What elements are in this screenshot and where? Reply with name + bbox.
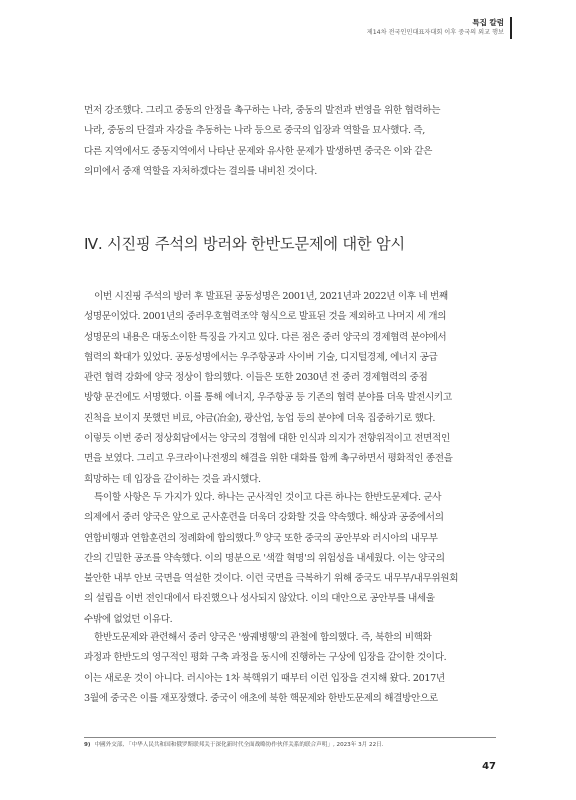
text-line: 협력의 확대가 있었다. 공동성명에서는 우주항공과 사이버 기술, 디지털경제, 에너지 공급 xyxy=(84,351,438,363)
text-line: 특이할 사항은 두 가지가 있다. 하나는 군사적인 것이고 다른 하나는 한반도문제다. 군사 xyxy=(94,492,442,503)
header-divider-bar xyxy=(510,17,512,39)
header-subtitle: 제14차 전국인민대표자대회 이후 중국의 외교 행보 xyxy=(366,29,504,36)
paragraph-2 xyxy=(84,488,496,630)
footnote-text: 中國外交部, 「中华人民共和国和俄罗斯联邦关于深化新时代全面战略协作伙伴关系的联合声明」, 2023年 3月 22日. xyxy=(94,742,384,748)
text-line: 먼저 강조했다. 그리고 중동의 안정을 촉구하는 나라, 중동의 발전과 번영을 위한 협력하는 xyxy=(84,105,441,116)
footnote-reference[interactable]: 9) xyxy=(255,531,261,539)
page-number: 47 xyxy=(482,761,496,772)
footnote-number: 9) xyxy=(84,742,91,748)
text-line: 진척을 보이지 못했던 비료, 야금(冶金), 광산업, 농업 등의 분야에 더욱 집중하기로 했다. xyxy=(84,412,436,424)
paragraph-3 xyxy=(84,628,496,709)
text-line: 수밖에 없었던 이유다. xyxy=(84,613,173,625)
section-heading: Ⅳ. 시진핑 주석의 방러와 한반도문제에 대한 암시 xyxy=(84,235,405,253)
text-line: 의미에서 중재 역할을 자처하겠다는 결의를 내비친 것이다. xyxy=(84,165,317,177)
text-line: 의 설립을 이번 전인대에서 타진했으나 성사되지 않았다. 이의 대안으로 공안부를 내세울 xyxy=(84,593,435,605)
footnote-divider xyxy=(84,737,496,738)
paragraph-1 xyxy=(84,287,496,490)
footnote xyxy=(84,740,496,748)
text-line: 이는 새로운 것이 아니다. 러시아는 1차 북핵위기 때부터 이런 입장을 견지해 왔다. 2017년 xyxy=(84,672,445,684)
text-line: 나라, 중동의 단결과 자강을 추동하는 나라 등으로 중국의 입장과 역할을 묘사했다. 즉, xyxy=(84,125,425,137)
text-line: 의제에서 중러 양국은 앞으로 군사훈련을 더욱더 강화할 것을 약속했다. 해상과 공중에서의 xyxy=(84,512,444,524)
text-line: 간의 긴밀한 공조를 약속했다. 이의 명분으로 '색깔 혁명'의 위험성을 내세웠다. 이는 양국의 xyxy=(84,552,445,564)
text-line: 한반도문제와 관련해서 중러 양국은 '쌍궤병행'의 관철에 합의했다. 즉, 북한의 비핵화 xyxy=(94,632,432,643)
text-line: 불안한 내부 안보 국면을 역설한 것이다. 이런 국면을 극복하기 위해 중국도 내무부/내무위원회 xyxy=(84,573,459,585)
text-span: 양국 또한 중국의 공안부와 러시아의 내무부 xyxy=(260,532,438,544)
text-line: 다른 지역에서도 중동지역에서 나타난 문제와 유사한 문제가 발생하면 중국은 이와 같은 xyxy=(84,145,433,157)
text-line: 과정과 한반도의 영구적인 평화 구축 과정을 동시에 진행하는 구상에 입장을 같이한 것이다. xyxy=(84,652,447,664)
intro-paragraph xyxy=(84,101,496,182)
text-span: 연합비행과 연합훈련의 정례화에 합의했다. xyxy=(84,532,256,544)
text-line: 성명문이었다. 2001년의 중러우호협력조약 형식으로 발표된 것을 제외하고 나머지 세 개의 xyxy=(84,311,447,323)
text-line: 관련 협력 강화에 양국 정상이 합의했다. 이들은 또한 2030년 전 중러 경제협력의 중점 xyxy=(84,372,428,384)
text-line xyxy=(84,529,496,549)
text-line: 희망하는 데 입장을 같이하는 것을 과시했다. xyxy=(84,473,261,485)
text-line: 3월에 중국은 이를 재포장했다. 중국이 애초에 북한 핵문제와 한반도문제의 해결방안으로 xyxy=(84,692,438,704)
text-line: 이번 시진핑 주석의 방러 후 발표된 공동성명은 2001년, 2021년과 2022년 이후 네 번째 xyxy=(94,291,448,302)
text-line: 성명문의 내용은 대동소이한 특징을 가지고 있다. 다른 점은 중러 양국의 경제협력 분야에서 xyxy=(84,331,447,343)
text-line: 면을 보였다. 그리고 우크라이나전쟁의 해결을 위한 대화를 함께 촉구하면서 평화적인 종전을 xyxy=(84,453,453,465)
header-series: 특집 칼럼 xyxy=(472,18,504,27)
text-line: 방향 문건에도 서명했다. 이를 통해 에너지, 우주항공 등 기존의 협력 분야를 더욱 발전시키고 xyxy=(84,392,452,404)
text-line: 이렇듯 이번 중러 정상회담에서는 양국의 경협에 대한 인식과 의지가 전향위적이고 전면적인 xyxy=(84,433,450,445)
running-header xyxy=(367,17,504,38)
